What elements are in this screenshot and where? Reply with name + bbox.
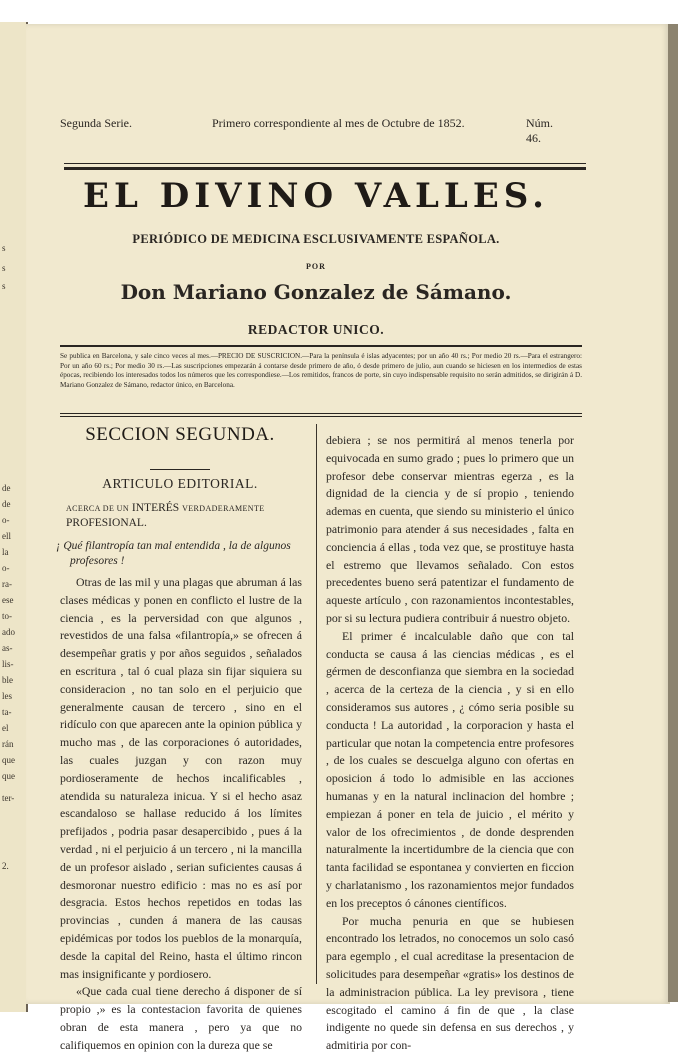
header-rule-thin <box>64 163 586 164</box>
column-divider <box>316 424 317 984</box>
facing-page-fragment: s <box>2 263 6 273</box>
facing-page-fragment: as- <box>2 643 13 653</box>
facing-page-fragment: la <box>2 547 9 557</box>
facing-page-edge <box>0 22 28 1012</box>
masthead-subtitle: PERIÓDICO DE MEDICINA ESCLUSIVAMENTE ESPAÑOLA. <box>132 232 500 246</box>
masthead-por: POR <box>306 262 326 271</box>
header-rule-thick <box>64 167 586 170</box>
facing-page-fragment: que <box>2 771 15 781</box>
facing-page-fragment: que <box>2 755 15 765</box>
facing-page-fragment: de <box>2 483 11 493</box>
notice-rule-bottom <box>60 413 582 414</box>
facing-page-fragment: ado <box>2 627 15 637</box>
facing-page-fragment: ra- <box>2 579 12 589</box>
masthead-editor: REDACTOR UNICO. <box>247 322 385 337</box>
notice-rule-bottom-2 <box>60 416 582 417</box>
kicker-word-2: PROFESIONAL. <box>66 517 147 529</box>
facing-page-fragment: s <box>2 243 6 253</box>
section-divider <box>150 469 210 470</box>
epigraph-quote <box>56 539 306 569</box>
masthead-title: EL DIVINO VALLES. <box>83 176 549 216</box>
kicker-small-1: ACERCA DE UN <box>66 504 130 513</box>
facing-page-fragment: ble <box>2 675 13 685</box>
issue-date: Primero correspondiente al mes de Octubre de 1852. <box>212 116 465 130</box>
quote-line-1: ¡ Qué filantropía tan mal entendida , la de algunos <box>56 540 291 552</box>
kicker-word-1: INTERÉS <box>131 502 180 514</box>
left-paragraph: Otras de las mil y una plagas que abruman á las clases médicas y ponen en conflicto el lustre de la ciencia , es la perversidad con que algunos , revestidos de una falsa «filantropía,» se ofrecen á desempeñar gratis y por años seguidos , señalados en escritura , tal ó cual plaza sin fijar siquiera su consideracion , no tan solo en el perjuicio que generalmente causan de tercero , sino en el ridículo con que aparecen ante la opinion pública y mucho mas , de las corporaciones ó autoridades, las cuales juzgan y con razon muy pordioseramente de hechos incalificables , atendida su naturaleza inicua. Y si el hecho asaz escandaloso se hallase reducido á los límites prefijados , podria pasar desapercibido , pues á la verdad , ni el perjuicio á un tercero , ni la mancilla de un profesor aislado , serian suficientes causas á desmoronar nuestro edificio : mas no es así por desgracia. Estos hechos repetidos en todas las provincias , cunden á manera de las causas epidémicas por todos los pueblos de la monarquía, desde la capital del Reino, hasta el último rincon mas insignificante y pordiosero. <box>60 575 302 981</box>
facing-page-fragment: o- <box>2 515 10 525</box>
article-kicker <box>66 501 302 530</box>
right-paragraph: El primer é incalculable daño que con tal conducta se causa á las ciencias médicas , es el gérmen de desconfianza que siembra en la sociedad , acerca de la certeza de la ciencia , y si en ello consideramos sus autores , ¿ cómo seria posible su conducta ! La autoridad , la corporacion y hasta el particular que notan la competencia entre profesores , de los cuales se descuelga alguno con ofertas en oposicion á todo lo admisible en las acciones humanas y en la natural inclinacion del hombre ; empiezan á poner en tela de juicio , el mérito y valor de los ofrecimientos , de donde desprenden naturalmente la incertidumbre de la ciencia que con tanta facilidad se espontanea y convierten en ficcion y charlatanismo , los razonamientos mejor fundados en los preceptos ó cánones científicos. <box>326 628 574 910</box>
subscription-notice: Se publica en Barcelona, y sale cinco veces al mes.—PRECIO DE SUSCRICION.—Para la península é islas adyacentes; por un año 40 rs.; Por medio 20 rs.—Para el estrangero: Por un año 60 rs.; Por medio 30 rs.—Las suscripciones empezarán á contarse desde primero de año, ó desde primero de julio, aun cuando se hiciesen en los intermedios de estas épocas, recibiendo los interesados todos los números que les correspondiese.—Los remitidos, francos de porte, sin cuyo indispensable requisito no serán admitidos, se dirigirán á D. Mariano Gonzalez de Sámano, redactor único, en Barcelona. <box>60 352 582 389</box>
facing-page-fragment: ta- <box>2 707 12 717</box>
series-label: Segunda Serie. <box>60 116 132 130</box>
left-column <box>60 574 302 1055</box>
facing-page-fragment: to- <box>2 611 12 621</box>
facing-page-fragment: rán <box>2 739 14 749</box>
facing-page-fragment: o- <box>2 563 10 573</box>
section-title: SECCION SEGUNDA. <box>85 424 275 445</box>
facing-page-fragment: 2. <box>2 861 9 871</box>
left-paragraph: «Que cada cual tiene derecho á disponer de sí propio ,» es la contestacion favorita de quienes obran de esta manera , pero ya que no califiquemos en opinion con la dureza que se <box>60 984 302 1052</box>
notice-rule-top <box>60 345 582 347</box>
kicker-small-2: VERDADERAMENTE <box>182 504 265 513</box>
facing-page-fragment: el <box>2 723 9 733</box>
quote-line-2: profesores ! <box>70 555 125 567</box>
right-column <box>326 432 574 1055</box>
facing-page-fragment: les <box>2 691 12 701</box>
facing-page-fragment: ell <box>2 531 11 541</box>
masthead-author: Don Mariano Gonzalez de Sámano. <box>120 280 512 304</box>
right-paragraph: Por mucha penuria en que se hubiesen encontrado los letrados, no conocemos un solo casó para egemplo , el cual acreditase la presentacion de solicitudes para desempeñar «gratis» los destinos de la administracion pública. La ley previsora , tiene escogitado el camino á fin de que , la clase indigente no quede sin defensa en sus derechos , y admitiria por con- <box>326 913 574 1053</box>
facing-page-fragment: ter- <box>2 793 15 803</box>
article-label: ARTICULO EDITORIAL. <box>102 476 258 491</box>
facing-page-fragment: de <box>2 499 11 509</box>
facing-page-fragment: ese <box>2 595 14 605</box>
facing-page-fragment: s <box>2 281 6 291</box>
facing-page-fragment: lis- <box>2 659 14 669</box>
binding-edge <box>668 24 678 1002</box>
issue-number: Núm. 46. <box>526 116 553 145</box>
right-paragraph: debiera ; se nos permitirá al menos tenerla por equivocada en sumo grado ; pues lo primero que un profesor debe conservar mientras egerza , es la dignidad de la ciencia y de sí propio , teniendo ademas en cuenta, que siendo su ministerio el único patrimonio para atender á sus necesidades , falta en conciencia á ellas , toda vez que, se prostituye hasta el estremo que llevamos señalado. Con estos precedentes bueno será patentizar el fundamento de aqueste artículo , con razonamientos incontestables, por si su lectura pudiera contribuir á nuestro objeto. <box>326 433 574 625</box>
